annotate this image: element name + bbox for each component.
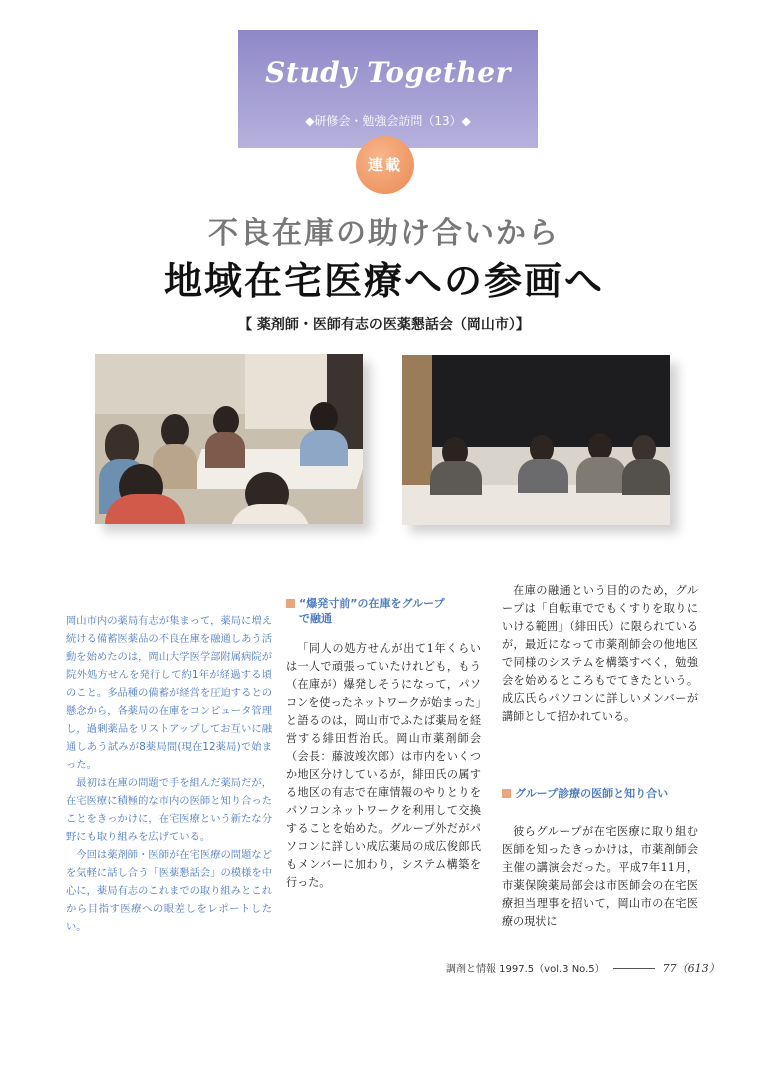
section1-paragraph: 「同人の処方せんが出て1年くらいは一人で頑張っていたけれども，もう（在庫が）爆発しそうになって，パソコンを使ったネットワークが始まった」と語るのは，岡山市でふたば薬局を経営する緋田哲治氏。岡山市薬剤師会（会長：藤波竣次郎）は市内をいくつか地区分けしているが，緋田氏の属する地区の有志で在庫情報のやりとりをパソコンネットワークを利用して交換することを始めた。グループ外だがパソコンに詳しい成広薬局の成広俊郎氏もメンバーに加わり，システム構築を行った。 <box>286 642 481 889</box>
section2-heading-text: グループ診療の医師と知り合い <box>515 787 669 800</box>
column3-body <box>502 582 698 726</box>
section1-heading-line2: で融通 <box>299 612 332 625</box>
page-number: 77（613） <box>662 962 720 975</box>
meeting-photo-right <box>402 355 670 525</box>
section1-body <box>286 640 481 892</box>
lead-paragraph-1: 岡山市内の薬局有志が集まって，薬局に増え続ける備蓄医薬品の不良在庫を融通しあう活動を始めたのは，岡山大学医学部附属病院が院外処方せんを発行して約1年が経過する頃のこと。多品種の備蓄が経営を圧迫するとの懸念から，各薬局の在庫をコンピュータ管理し，過剰薬品をリストアップしてお互いに融通しあう試みが8薬局間(現在12薬局)で始まった。 <box>66 615 272 771</box>
meeting-photo-left <box>95 354 363 524</box>
headline-line1: 不良在庫の助け合いから <box>208 216 560 251</box>
lead-paragraph-3: 今回は薬剤師・医師が在宅医療の問題などを気軽に話し合う「医薬懇話会」の模様を中心に，薬局有志のこれまでの取り組みとこれから目指す医療への眼差しをレポートしたい。 <box>66 849 272 933</box>
lead-paragraph-2: 最初は在庫の問題で手を組んだ薬局だが，在宅医療に積極的な市内の医師と知り合ったことをきっかけに，在宅医療という新たな分野にも取り組みを広げている。 <box>66 777 272 843</box>
section1-heading <box>286 596 486 626</box>
section1-heading-line1: “爆発寸前”の在庫をグループ <box>299 597 445 610</box>
section2-body <box>502 823 698 947</box>
footer-rule <box>613 968 655 969</box>
series-title: Study Together <box>265 56 511 89</box>
series-subtitle: ◆研修会・勉強会訪問（13）◆ <box>305 114 471 128</box>
heading-square-icon <box>502 789 511 798</box>
headline-line2: 地域在宅医療への参画へ <box>163 259 604 303</box>
journal-info: 調剤と情報 1997.5（vol.3 No.5） <box>446 964 605 975</box>
serial-badge: 連載 <box>356 136 414 194</box>
page-footer <box>446 960 720 976</box>
lead-paragraph <box>66 612 272 936</box>
column3-paragraph: 在庫の融通という目的のため，グループは「自転車ででもくすりを取りにいける範囲」（緋田氏）に限られているが，最近になって市薬剤師会の他地区で同様のシステムを構築すべく，勉強会を始めるところもでてきたという。成広氏らパソコンに詳しいメンバーが講師として招かれている。 <box>502 584 698 723</box>
heading-square-icon <box>286 599 295 608</box>
group-name: 【 薬剤師・医師有志の医薬懇話会（岡山市）】 <box>238 317 530 333</box>
section2-paragraph: 彼らグループが在宅医療に取り組む医師を知ったきっかけは，市薬剤師会主催の講演会だった。平成7年11月，市薬保険薬局部会は市医師会の在宅医療担当理事を招いて，岡山市の在宅医療の現状に <box>502 825 698 928</box>
series-header-band <box>238 30 538 148</box>
section2-heading <box>502 786 702 801</box>
